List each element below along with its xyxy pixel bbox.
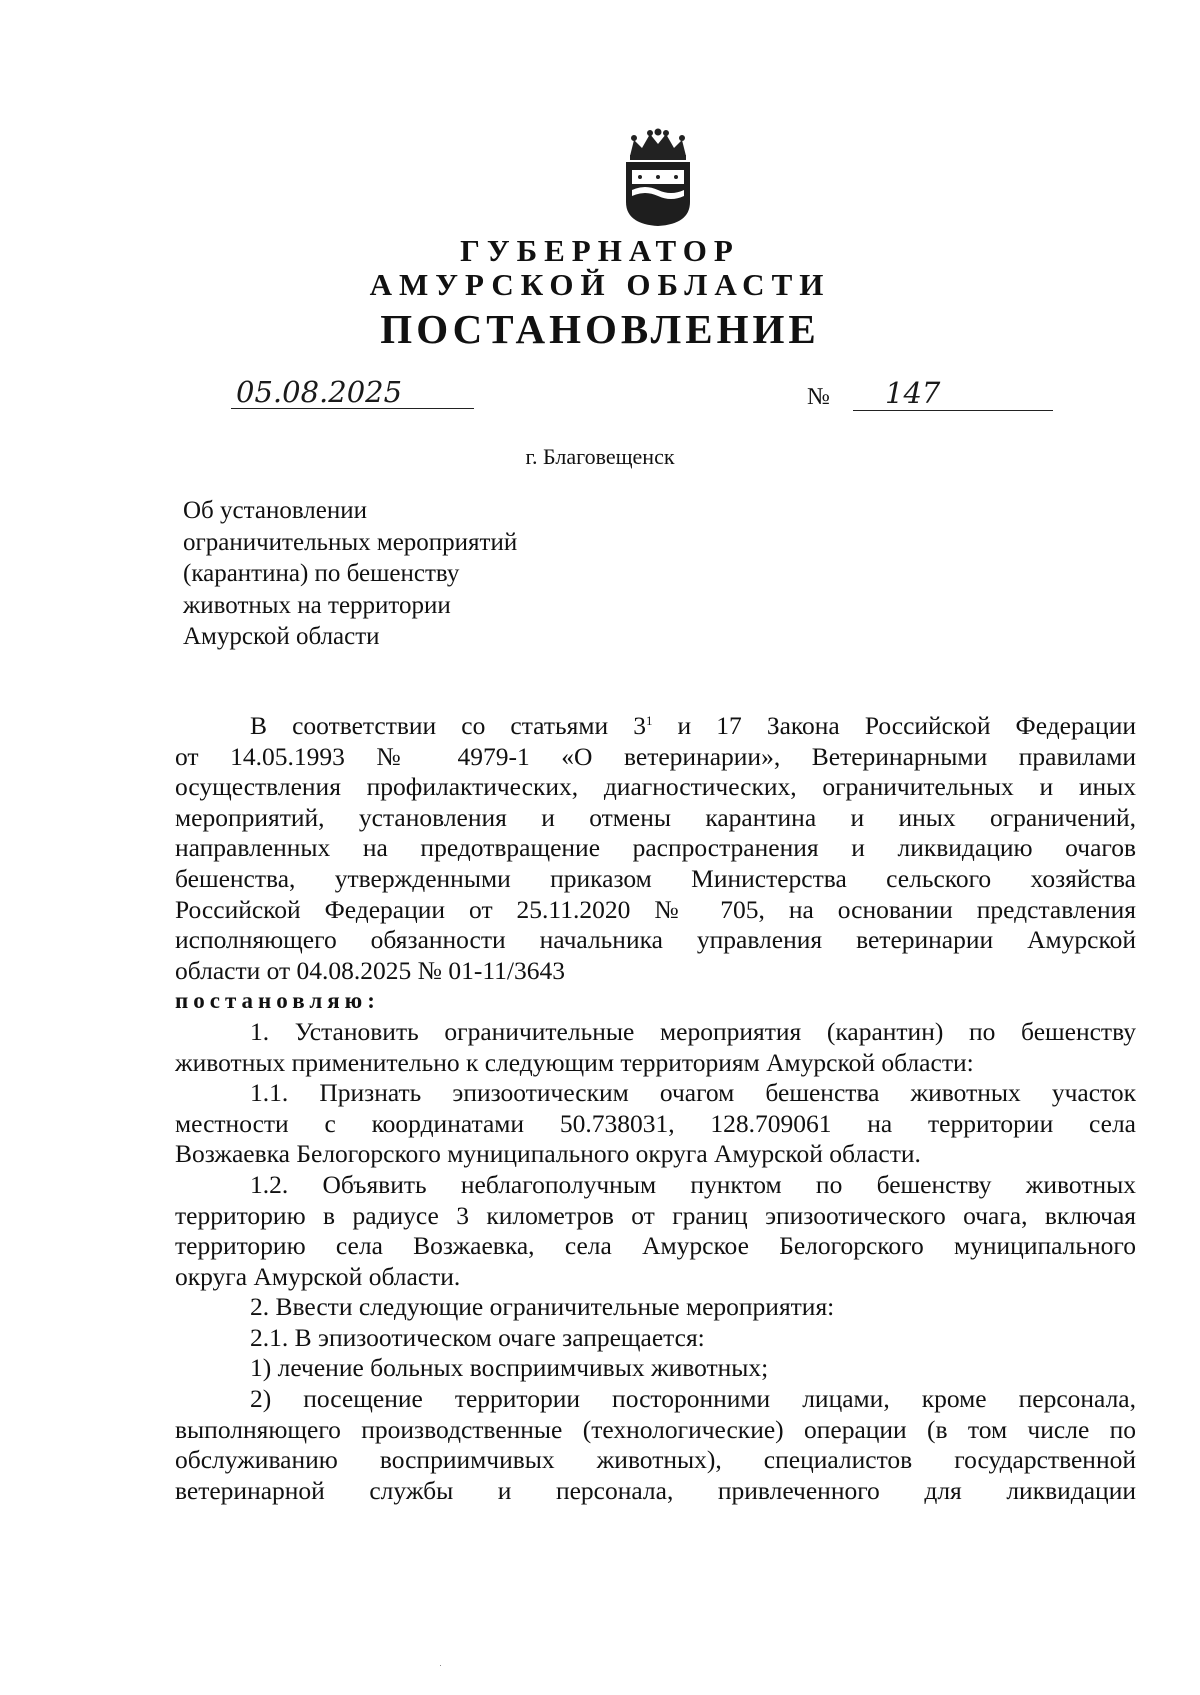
- subject-line: (карантина) по бешенству: [183, 560, 460, 587]
- amur-coat-of-arms-icon: [620, 128, 696, 228]
- preamble-line: области от 04.08.2025 № 01-11/3643: [175, 955, 566, 985]
- subitem-2-line: 2) посещение территории посторонними лицами, кроме персонала,: [250, 1384, 1136, 1414]
- item-1-1-line: местности с координатами 50.738031, 128.709061 на территории села: [175, 1108, 1136, 1138]
- decree-word: постановляю:: [175, 988, 380, 1014]
- scan-speck: [440, 1665, 441, 1666]
- item-1-line: животных применительно к следующим территориям Амурской области:: [175, 1047, 974, 1077]
- preamble-line: мероприятий, установления и отмены карантина и иных ограничений,: [175, 802, 1136, 832]
- subject-line: Об установлении: [183, 497, 368, 524]
- date-underline: [231, 408, 474, 409]
- preamble-line: бешенства, утвержденными приказом Министерства сельского хозяйства: [175, 863, 1136, 893]
- item-1-2-line: округа Амурской области.: [175, 1261, 461, 1291]
- preamble-line: осуществления профилактических, диагностических, ограничительных и иных: [175, 772, 1136, 802]
- document-number: 147: [885, 376, 941, 410]
- document-date: 05.08.2025: [236, 375, 403, 409]
- preamble-line: от 14.05.1993 № 4979-1 «О ветеринарии», Ветеринарными правилами: [175, 741, 1136, 771]
- subject-line: животных на территории: [183, 591, 451, 619]
- subitem-2-line: ветеринарной службы и персонала, привлеченного для ликвидации: [175, 1475, 1136, 1505]
- subitem-2-line: обслуживанию восприимчивых животных), специалистов государственной: [175, 1445, 1136, 1475]
- preamble-line: Российской Федерации от 25.11.2020 № 705, на основании представления: [175, 894, 1136, 924]
- item-1-2-line: 1.2. Объявить неблагополучным пунктом по бешенству животных: [250, 1169, 1136, 1199]
- number-label: №: [807, 384, 830, 410]
- issuer-region: АМУРСКОЙ ОБЛАСТИ: [369, 267, 831, 302]
- document-subject: [183, 495, 603, 653]
- subject-line: Амурской области: [183, 623, 380, 650]
- preamble-line: исполняющего обязанности начальника управления ветеринарии Амурской: [175, 925, 1136, 955]
- city-name: г. Благовещенск: [525, 444, 675, 469]
- item-1-2-line: территорию в радиусе 3 километров от границ эпизоотического очага, включая: [175, 1200, 1136, 1230]
- item-2-1-line: 2.1. В эпизоотическом очаге запрещается:: [250, 1322, 705, 1352]
- issuer-title: ГУБЕРНАТОР: [460, 233, 740, 268]
- document-body: [175, 711, 1136, 1506]
- subject-line: ограничительных мероприятий: [183, 528, 518, 556]
- item-2-line: 2. Ввести следующие ограничительные мероприятия:: [250, 1292, 835, 1322]
- preamble-line: В соответствии со статьями $3^1$ и 17 Закона Российской Федерации: [250, 711, 1136, 740]
- subitem-1-line: 1) лечение больных восприимчивых животных;: [250, 1353, 769, 1383]
- item-1-line: 1. Установить ограничительные мероприятия (карантин) по бешенству: [250, 1016, 1136, 1046]
- document-type-title: ПОСТАНОВЛЕНИЕ: [380, 306, 820, 352]
- preamble-line: направленных на предотвращение распространения и ликвидацию очагов: [175, 833, 1136, 863]
- item-1-1-line: Возжаевка Белогорского муниципального округа Амурской области.: [175, 1139, 921, 1169]
- item-1-2-line: территорию села Возжаевка, села Амурское Белогорского муниципального: [175, 1231, 1136, 1261]
- subitem-2-line: выполняющего производственные (технологические) операции (в том числе по: [175, 1414, 1136, 1444]
- number-underline: [853, 410, 1053, 411]
- item-1-1-line: 1.1. Признать эпизоотическим очагом бешенства животных участок: [250, 1078, 1136, 1108]
